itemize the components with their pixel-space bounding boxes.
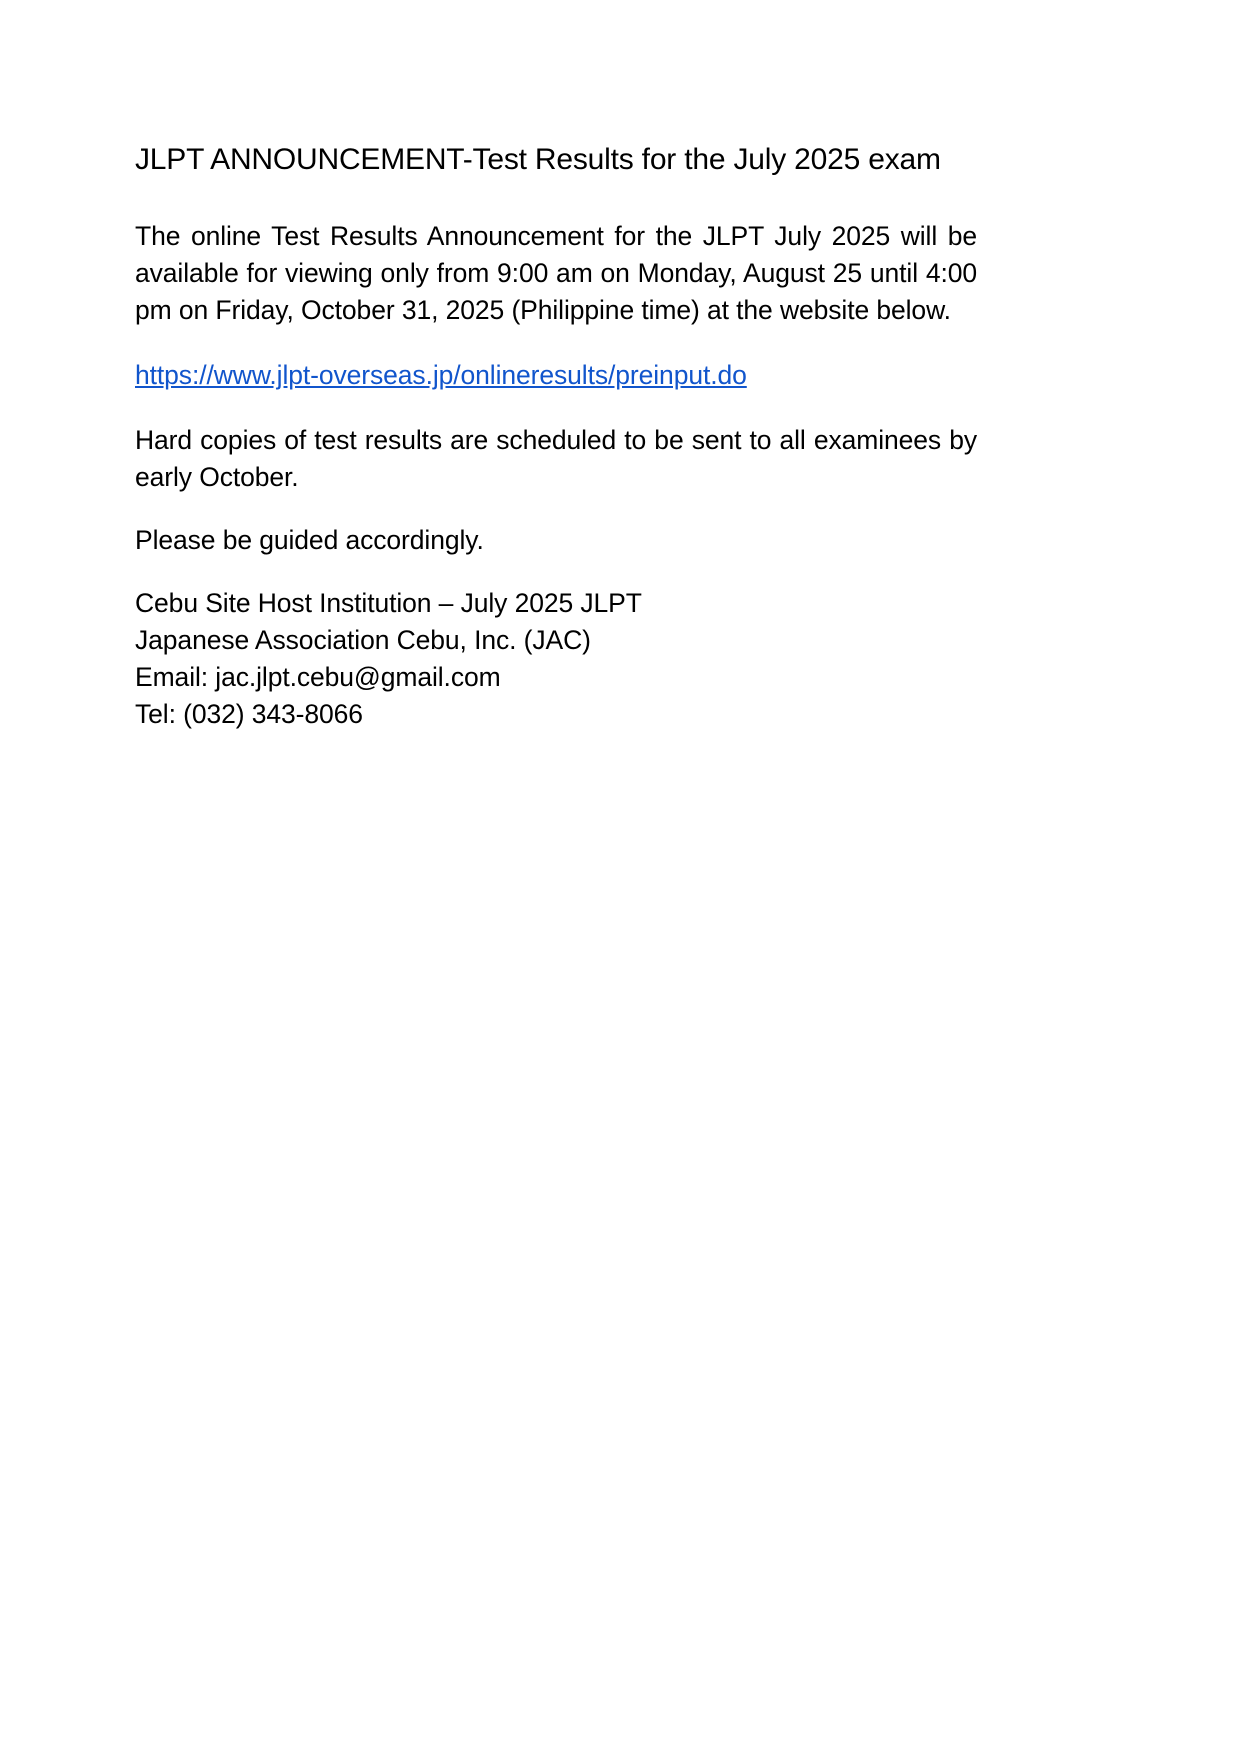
document-body [135,140,977,733]
paragraph-guidance: Please be guided accordingly. [135,525,484,555]
signature-block [135,585,977,733]
signature-host-institution: Cebu Site Host Institution – July 2025 JLPT [135,588,642,618]
paragraph-announcement-details: The online Test Results Announcement for the JLPT July 2025 will be available for viewing only from 9:00 am on Monday, August 25 until 4:00 pm on Friday, October 31, 2025 (Philippine time) at the website below. [135,221,977,325]
paragraph-hard-copies: Hard copies of test results are scheduled to be sent to all examinees by early October. [135,425,977,492]
paragraph-gap-4 [135,559,977,585]
paragraph-gap-2 [135,394,977,422]
signature-telephone: Tel: (032) 343-8066 [135,699,363,729]
paragraph-gap-3 [135,496,977,522]
signature-organization: Japanese Association Cebu, Inc. (JAC) [135,625,591,655]
title-spacer [135,180,977,218]
page-title: JLPT ANNOUNCEMENT-Test Results for the July 2025 exam [135,143,941,176]
signature-email: Email: jac.jlpt.cebu@gmail.com [135,662,501,692]
results-website-link[interactable]: https://www.jlpt-overseas.jp/onlineresults/preinput.do [135,360,747,390]
results-url-line [135,357,977,394]
paragraph-gap-1 [135,329,977,357]
